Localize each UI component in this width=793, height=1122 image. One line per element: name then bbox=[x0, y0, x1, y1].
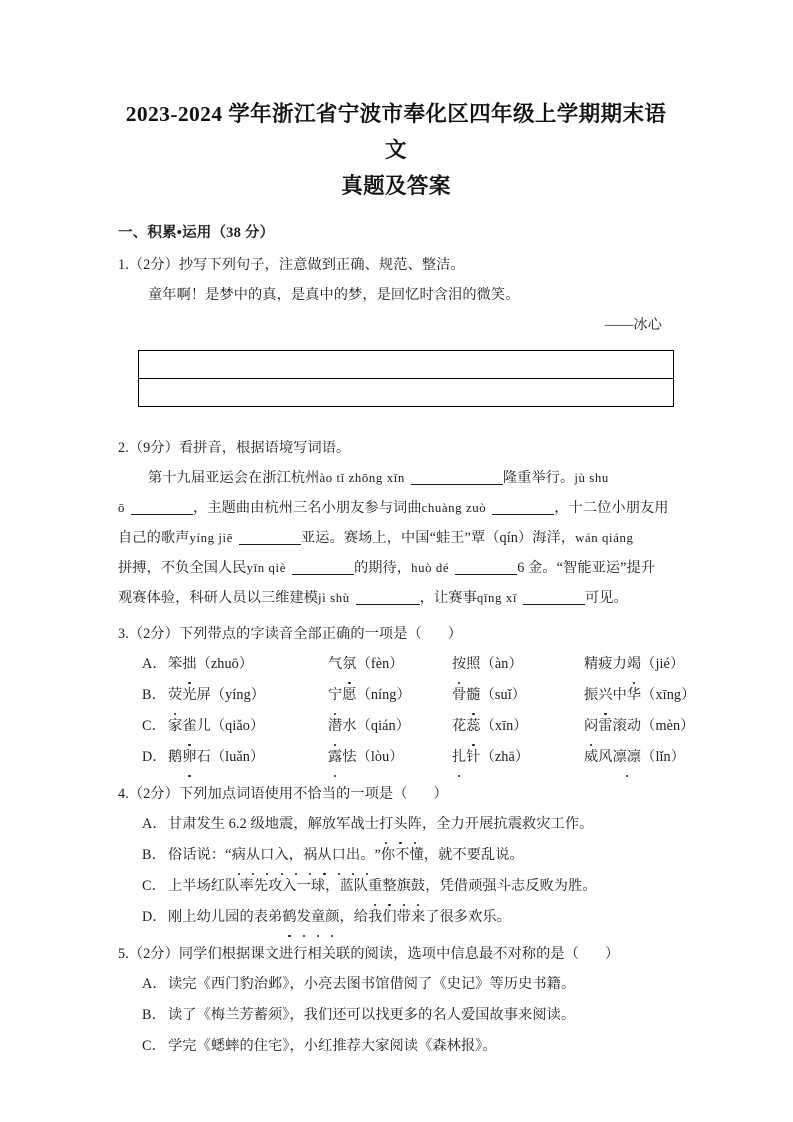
cell-post: 照 bbox=[466, 656, 481, 672]
q2-l3-pinyin-1: yíng jiē bbox=[189, 531, 233, 545]
q2-l1-prefix: 第十九届亚运会在浙江杭州 bbox=[148, 470, 320, 486]
question-1 bbox=[118, 250, 674, 407]
cell-pinyin: （fèn） bbox=[356, 656, 404, 672]
dotted-char: 。 bbox=[360, 840, 374, 871]
question-3-option-c[interactable] bbox=[142, 711, 695, 742]
dotted-char: 闷 bbox=[584, 711, 598, 742]
cell-post: 水 bbox=[342, 718, 357, 734]
question-5-option-c[interactable] bbox=[142, 1031, 674, 1062]
dotted-char: 卵 bbox=[182, 742, 196, 773]
cell-pinyin: （jié） bbox=[641, 656, 685, 672]
option-label: A． bbox=[142, 976, 167, 992]
question-2-line-4 bbox=[118, 553, 674, 583]
cell-post: 针 bbox=[466, 749, 481, 765]
dotted-char: 露 bbox=[328, 742, 342, 773]
q2-l5-text-3: 可见。 bbox=[584, 590, 628, 606]
q2-l5-text-1: 观赛体验，科研人员以三维建模 bbox=[118, 590, 319, 606]
option-label: C． bbox=[142, 1038, 166, 1054]
question-4-answer-slot[interactable]: ） bbox=[433, 786, 448, 802]
question-2 bbox=[118, 433, 674, 613]
option-cell bbox=[452, 711, 584, 742]
option-cell bbox=[584, 649, 684, 680]
dotted-char: 口 bbox=[260, 840, 274, 871]
question-4-option-b[interactable] bbox=[142, 840, 674, 871]
option-text: 读了《梅兰芳蓄须》，我们还可以找更多的名人爱国故事来阅读。 bbox=[168, 1007, 576, 1023]
cell-pinyin: （lòu） bbox=[356, 749, 404, 765]
cell-pinyin: （suǐ） bbox=[480, 687, 527, 703]
q2-l4-pinyin-1: yīn qiè bbox=[246, 561, 286, 575]
question-5-option-b[interactable] bbox=[142, 1000, 674, 1031]
handwriting-box[interactable] bbox=[138, 350, 674, 407]
question-3 bbox=[118, 619, 696, 773]
q2-l2-pinyin: chuàng zuò bbox=[421, 501, 487, 515]
option-cell bbox=[328, 680, 452, 711]
q2-blank-8[interactable] bbox=[523, 604, 585, 605]
q2-l4-text-3: 6 金。“智能亚运”提升 bbox=[517, 560, 656, 576]
title-line-1: 2023-2024 学年浙江省宁波市奉化区四年级上学期期末语文 bbox=[125, 102, 667, 162]
dotted-char: 鼓 bbox=[411, 871, 425, 902]
dotted-char: 童 bbox=[311, 902, 325, 933]
cell-pinyin: （zhuō） bbox=[196, 656, 254, 672]
option-cell bbox=[584, 711, 694, 742]
dotted-char: 鹤 bbox=[282, 902, 296, 933]
cell-pre: 花 bbox=[452, 718, 467, 734]
page-title bbox=[118, 96, 674, 204]
dotted-char: 头 bbox=[393, 809, 407, 840]
question-4-option-a[interactable] bbox=[142, 809, 674, 840]
dotted-char: 旗 bbox=[397, 871, 411, 902]
question-5-stem bbox=[118, 939, 674, 969]
option-cell bbox=[328, 649, 452, 680]
dotted-char: 雀 bbox=[182, 711, 196, 742]
question-5-stem-text: 5.（2分）同学们根据课文进行相关联的阅读，选项中信息最不对称的是（ bbox=[118, 946, 579, 962]
cell-pre: 家 bbox=[168, 718, 183, 734]
question-3-option-d[interactable] bbox=[142, 742, 686, 773]
question-3-stem-text: 3.（2分）下列带点的字读音全部正确的一项是（ bbox=[118, 626, 422, 642]
cell-post: 石 bbox=[196, 749, 211, 765]
question-2-stem: 2.（9分）看拼音，根据语境写词语。 bbox=[118, 440, 351, 456]
cell-pre: 气 bbox=[328, 656, 343, 672]
q2-l5-pinyin-2: qīng xī bbox=[476, 591, 517, 605]
dotted-char: 蕊 bbox=[466, 711, 480, 742]
dotted-phrase bbox=[282, 909, 339, 925]
section-heading: 一、积累•运用（38 分） bbox=[118, 225, 275, 241]
option-label: D． bbox=[142, 909, 167, 925]
cell-post: 儿 bbox=[196, 718, 211, 734]
dotted-char: 拙 bbox=[182, 649, 196, 680]
question-1-sentence: 童年啊！是梦中的真，是真中的梦，是回忆时含泪的微笑。 bbox=[148, 287, 520, 303]
dotted-char: 宁 bbox=[328, 680, 342, 711]
cell-pinyin: （yíng） bbox=[210, 687, 266, 703]
option-pre: 刚上幼儿园的表弟 bbox=[168, 909, 283, 925]
question-4-option-c[interactable] bbox=[142, 871, 674, 902]
cell-pinyin: （lǐn） bbox=[641, 749, 686, 765]
option-pre: 甘肃发生 6.2 级地震，解放军战士 bbox=[168, 816, 380, 832]
dotted-phrase bbox=[232, 847, 375, 863]
option-cell bbox=[452, 742, 584, 773]
dotted-char: 潜 bbox=[328, 711, 342, 742]
title-line-2: 真题及答案 bbox=[341, 174, 451, 198]
dotted-char: 祸 bbox=[303, 840, 317, 871]
cell-pre: 骨 bbox=[452, 687, 467, 703]
dotted-char: 从 bbox=[317, 840, 331, 871]
q2-l5-pinyin-1: jì shù bbox=[318, 591, 350, 605]
option-cell bbox=[452, 680, 584, 711]
cell-post: 光屏 bbox=[182, 687, 211, 703]
dotted-char: 阵 bbox=[408, 809, 422, 840]
option-label: B． bbox=[142, 847, 166, 863]
dotted-char: 整 bbox=[382, 871, 396, 902]
dotted-char: 凛凛 bbox=[613, 742, 642, 773]
q2-l4-text-2: 的期待， bbox=[353, 560, 412, 576]
dotted-char: 荧 bbox=[168, 680, 182, 711]
q2-blank-2[interactable] bbox=[131, 514, 193, 515]
cell-pinyin: （qián） bbox=[356, 718, 410, 734]
dotted-char: 出 bbox=[346, 840, 360, 871]
q2-l2-text-2: ，十二位小朋友用 bbox=[554, 500, 669, 516]
q2-l1-pinyin-1: ào tǐ zhōng xīn bbox=[319, 471, 405, 485]
option-label: A． bbox=[142, 816, 167, 832]
dotted-char: 口 bbox=[332, 840, 346, 871]
dotted-char: 兴 bbox=[598, 680, 612, 711]
question-3-option-a[interactable] bbox=[142, 649, 685, 680]
option-cell bbox=[168, 711, 328, 742]
dotted-char: 打 bbox=[379, 809, 393, 840]
q2-blank-5[interactable] bbox=[292, 574, 354, 575]
cell-pre: 精疲力 bbox=[584, 656, 627, 672]
option-text: 学完《蟋蟀的住宅》，小红推荐大家阅读《森林报》。 bbox=[168, 1038, 497, 1054]
handwriting-row[interactable] bbox=[139, 379, 673, 406]
option-cell bbox=[584, 680, 695, 711]
question-1-stem: 1.（2分）抄写下列句子，注意做到正确、规范、整洁。 bbox=[118, 257, 465, 273]
cell-pinyin: （mèn） bbox=[641, 718, 695, 734]
dotted-char: 按 bbox=[452, 649, 466, 680]
option-post: ，凭借顽强斗志反败为胜。 bbox=[425, 878, 597, 894]
cell-pinyin: （àn） bbox=[480, 656, 523, 672]
option-text: 读完《西门豹治邺》，小亮去图书馆借阅了《史记》等历史书籍。 bbox=[168, 976, 576, 992]
option-post: ，给我们带来了很多欢乐。 bbox=[339, 909, 511, 925]
question-3-stem bbox=[118, 619, 674, 649]
option-label: B． bbox=[142, 1007, 166, 1023]
cell-post: 雷滚动 bbox=[598, 718, 642, 734]
handwriting-row[interactable] bbox=[139, 351, 673, 379]
q2-l4-pinyin-2: huò dé bbox=[411, 561, 450, 575]
q2-blank-1[interactable] bbox=[411, 484, 503, 485]
option-post: ”你不懂，就不要乱说。 bbox=[374, 847, 524, 863]
dotted-char: ， bbox=[289, 840, 303, 871]
option-pre: 俗话说：“ bbox=[168, 847, 232, 863]
option-cell bbox=[452, 649, 584, 680]
dotted-char: 髓 bbox=[466, 680, 480, 711]
option-cell bbox=[168, 680, 328, 711]
question-5-answer-slot[interactable]: ） bbox=[604, 946, 620, 962]
q2-l2-pinyin-cont: ō bbox=[118, 501, 125, 515]
question-5 bbox=[118, 939, 674, 1062]
q2-l1-mid: 隆重举行。 bbox=[502, 470, 575, 486]
cell-pinyin: （xīng） bbox=[641, 687, 696, 703]
dotted-char: 氛 bbox=[342, 649, 356, 680]
question-1-attribution: ——冰心 bbox=[604, 317, 662, 333]
cell-pinyin: （qiǎo） bbox=[210, 718, 265, 734]
dotted-char: 病 bbox=[232, 840, 246, 871]
cell-pinyin: （luǎn） bbox=[210, 749, 265, 765]
option-post: ，全力开展抗震救灾工作。 bbox=[421, 816, 594, 832]
option-cell bbox=[584, 742, 685, 773]
q2-l3-text-2: 亚运。赛场上，中国“蛙王”覃（qín）海洋， bbox=[301, 530, 576, 546]
q2-blank-6[interactable] bbox=[455, 574, 517, 575]
question-4-option-d[interactable] bbox=[142, 902, 674, 933]
dotted-char: 从 bbox=[246, 840, 260, 871]
cell-post: 中华 bbox=[612, 687, 642, 703]
option-cell bbox=[168, 742, 328, 773]
cell-pre: 威风 bbox=[584, 749, 613, 765]
dotted-char: 入 bbox=[274, 840, 288, 871]
question-2-line-2 bbox=[118, 493, 674, 523]
cell-post: 怯 bbox=[342, 749, 357, 765]
question-4 bbox=[118, 779, 674, 933]
dotted-phrase bbox=[368, 878, 425, 894]
option-label: A． bbox=[142, 656, 167, 672]
option-pre: 上半场红队率先攻入一球，蓝队 bbox=[168, 878, 369, 894]
page-content bbox=[118, 96, 696, 1062]
q2-l1-pinyin-2: jù shu bbox=[574, 471, 609, 485]
dotted-char: 重 bbox=[368, 871, 382, 902]
option-label: B． bbox=[142, 687, 166, 703]
question-5-option-a[interactable] bbox=[142, 969, 674, 1000]
option-cell bbox=[328, 742, 452, 773]
dotted-char: 竭 bbox=[627, 649, 641, 680]
q2-l3-text-1: 自己的歌声 bbox=[118, 530, 190, 546]
cell-pinyin: （xīn） bbox=[480, 718, 528, 734]
question-4-stem bbox=[118, 779, 674, 809]
cell-pre: 振 bbox=[584, 687, 599, 703]
question-2-line-1 bbox=[118, 463, 674, 493]
dotted-phrase bbox=[379, 816, 422, 832]
option-cell bbox=[328, 711, 452, 742]
q2-l4-text-1: 拼搏，不负全国人民 bbox=[118, 560, 247, 576]
q2-blank-7[interactable] bbox=[356, 604, 420, 605]
question-2-line-5 bbox=[118, 583, 674, 613]
question-3-answer-slot[interactable]: ） bbox=[447, 626, 463, 642]
cell-pinyin: （zhā） bbox=[480, 749, 530, 765]
option-label: C． bbox=[142, 718, 166, 734]
q2-blank-4[interactable] bbox=[239, 544, 301, 545]
q2-blank-3[interactable] bbox=[492, 514, 554, 515]
q2-l2-text-1: ，主题曲由杭州三名小朋友参与词曲 bbox=[193, 500, 422, 516]
cell-post: 愿 bbox=[342, 687, 357, 703]
cell-pre: 笨 bbox=[168, 656, 183, 672]
q2-l5-text-2: ，让赛事 bbox=[419, 590, 477, 606]
question-2-line-3 bbox=[118, 523, 674, 553]
cell-pinyin: （níng） bbox=[356, 687, 411, 703]
dotted-char: 颜 bbox=[325, 902, 339, 933]
dotted-char: 扎 bbox=[452, 742, 466, 773]
cell-pre: 鹅 bbox=[168, 749, 183, 765]
option-label: D． bbox=[142, 749, 167, 765]
dotted-char: 发 bbox=[297, 902, 311, 933]
option-cell bbox=[168, 649, 328, 680]
option-label: C． bbox=[142, 878, 166, 894]
q2-l3-pinyin-2: wán qiáng bbox=[575, 531, 634, 545]
question-3-option-b[interactable] bbox=[142, 680, 696, 711]
question-4-stem-text: 4.（2分）下列加点词语使用不恰当的一项是（ bbox=[118, 786, 408, 802]
